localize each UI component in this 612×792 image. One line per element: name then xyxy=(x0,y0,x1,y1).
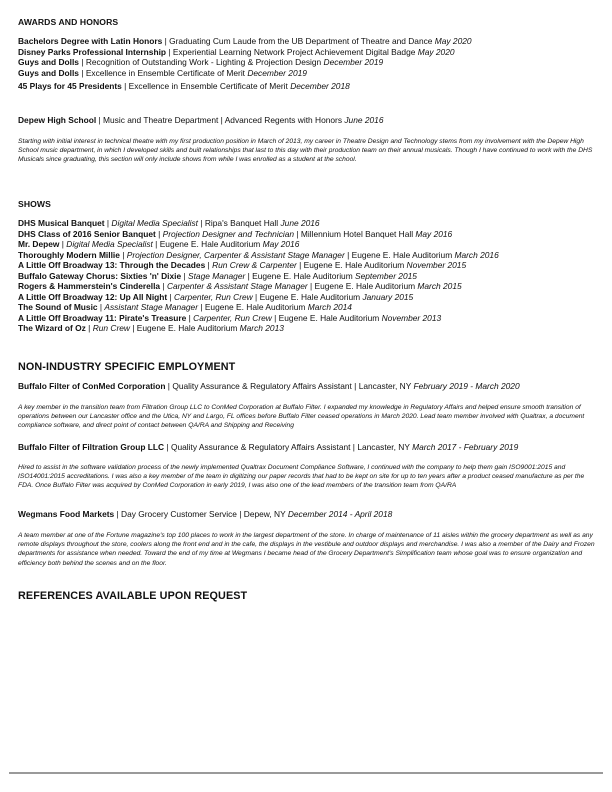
show-item: The Wizard of Oz | Run Crew | Eugene E. Hale Auditorium March 2013 xyxy=(18,323,284,333)
show-item: Mr. Depew | Digital Media Specialist | Eugene E. Hale Auditorium May 2016 xyxy=(18,239,300,249)
job-header: Wegmans Food Markets | Day Grocery Customer Service | Depew, NY December 2014 - April 2018 xyxy=(18,509,393,519)
awards-list xyxy=(18,36,472,92)
award-item: Disney Parks Professional Internship | Experiential Learning Network Project Achievement Digital Badge May 2020 xyxy=(18,46,455,57)
job-description: A team member at one of the Fortune magazine's top 100 places to work in the largest department of the store. In charge of maintenance of 11 aisles within the grocery department as well as any remote displays throughout the store, coolers along the front end and in the cafe, the displays in the vestibule and outdoor displays and merchandise. I was also a member of the Dairy and Frozen departments for assistance when needed. Toward the end of my time at Wegmans I became head of the Grocery Department's Simplification team whose goal was to ensure organization and efficiency both behind the scenes and on the floor. xyxy=(18,532,595,567)
references-heading: REFERENCES AVAILABLE UPON REQUEST xyxy=(18,590,248,602)
award-item: Guys and Dolls | Excellence in Ensemble Certificate of Merit December 2019 xyxy=(18,67,307,78)
show-item: DHS Musical Banquet | Digital Media Specialist | Ripa's Banquet Hall June 2016 xyxy=(18,218,320,228)
shows-list xyxy=(18,218,499,334)
job-description: A key member in the transition team from Filtration Group LLC to ConMed Corporation at Buffalo Filter. I expanded my knowledge in Regulatory Affairs and helped ensure smooth transition of operations between our Lancaster office and the Utica, NY and Largo, FL offices before Buffalo Filter ceased operations in March 2020. Lead team member involved with Qualtrax, a document compliance software, and direct point of contact between QA/RA and Shipping and Receiving xyxy=(18,404,585,430)
show-item: A Little Off Broadway 12: Up All Night | Carpenter, Run Crew | Eugene E. Hale Auditorium January 2015 xyxy=(18,291,414,302)
award-item: Bachelors Degree with Latin Honors | Graduating Cum Laude from the UB Department of Theatre and Dance May 2020 xyxy=(18,36,472,46)
award-item: 45 Plays for 45 Presidents | Excellence in Ensemble Certificate of Merit December 2018 xyxy=(18,81,350,91)
show-item: DHS Class of 2016 Senior Banquet | Projection Designer and Technician | Millennium Hotel Banquet Hall May 2016 xyxy=(18,228,453,239)
job-description: Hired to assist in the software validation process of the newly implemented Qualtrax Document Compliance Software, I continued with the company to help them gain ISO9001:2015 and ISO14001:2015 accreditations. I was also a key member of the team in digitizing our paper records that had to be kept on site for up to ten years after a product ceased manufacture as per the FDA. Once Buffalo Filter was acquired by ConMed Corporation in early 2019, I was also one of the lead members of the transition team from QA/RA xyxy=(18,464,585,490)
footer-divider xyxy=(9,772,603,774)
show-item: A Little Off Broadway 13: Through the Decades | Run Crew & Carpenter | Eugene E. Hale Auditorium November 2015 xyxy=(18,260,467,270)
awards-heading: AWARDS AND HONORS xyxy=(18,17,119,27)
show-item: Buffalo Gateway Chorus: Sixties 'n' Dixie | Stage Manager | Eugene E. Hale Auditorium September 2015 xyxy=(18,270,417,281)
employment-heading: NON-INDUSTRY SPECIFIC EMPLOYMENT xyxy=(18,361,236,373)
award-item: Guys and Dolls | Recognition of Outstanding Work - Lighting & Projection Design December 2019 xyxy=(18,57,384,67)
shows-heading: SHOWS xyxy=(18,199,51,209)
show-item: Thoroughly Modern Millie | Projection Designer, Carpenter & Assistant Stage Manager | Eugene E. Hale Auditorium March 2016 xyxy=(18,249,499,260)
show-item: The Sound of Music | Assistant Stage Manager | Eugene E. Hale Auditorium March 2014 xyxy=(18,302,352,312)
job-header: Buffalo Filter of ConMed Corporation | Quality Assurance & Regulatory Affairs Assistant | Lancaster, NY February 2019 - March 2020 xyxy=(18,381,520,391)
highschool-description: Starting with initial interest in technical theatre with my first production position in March of 2013, my career in Theatre Design and Technology stems from my involvement with the Depew High School music department, in which I developed skills and built relationships that last to this day with their production team on their annual musicals. Though I have continued to work with the DHS Musicals since graduating, this section will only include shows from while I was enrolled as a student at the school. xyxy=(18,138,593,164)
highschool-line: Depew High School | Music and Theatre Department | Advanced Regents with Honors June 2016 xyxy=(18,115,384,125)
show-item: Rogers & Hammerstein's Cinderella | Carpenter & Assistant Stage Manager | Eugene E. Hale Auditorium March 2015 xyxy=(18,281,462,291)
job-header: Buffalo Filter of Filtration Group LLC | Quality Assurance & Regulatory Affairs Assistant | Lancaster, NY March 2017 - February 2019 xyxy=(18,442,519,452)
show-item: A Little Off Broadway 11: Pirate's Treasure | Carpenter, Run Crew | Eugene E. Hale Auditorium November 2013 xyxy=(18,312,442,323)
